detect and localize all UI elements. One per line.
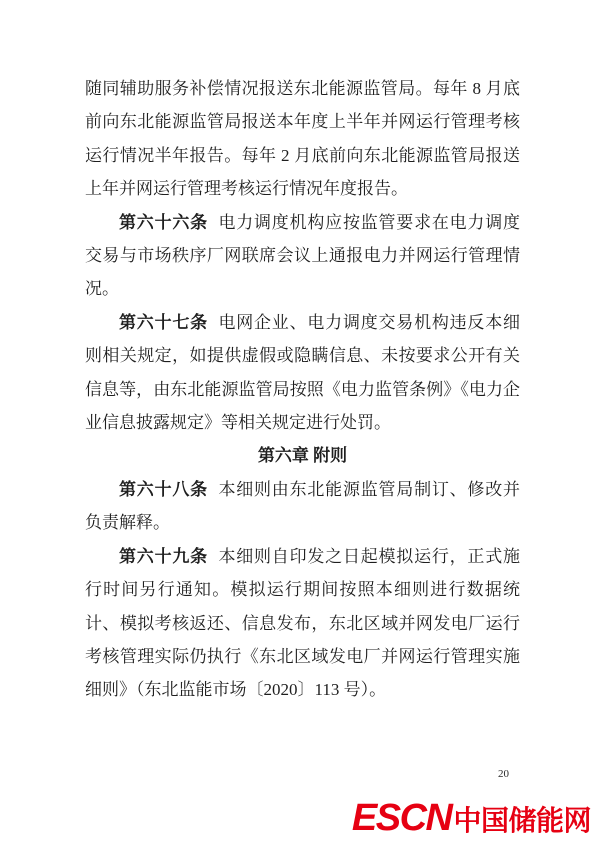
continuation-paragraph: 随同辅助服务补偿情况报送东北能源监管局。每年 8 月底前向东北能源监管局报送本年度上半年并网运行管理考核运行情况半年报告。每年 2 月底前向东北能源监管局报送上年并网运行管理考核运行情况年度报告。 <box>85 79 520 199</box>
article-67-body: 电网企业、电力调度交易机构违反本细则相关规定，如提供虚假或隐瞒信息、未按要求公开有关信息等，由东北能源监管局按照《电力监管条例》《电力企业信息披露规定》等相关规定进行处罚。 <box>85 312 520 433</box>
article-66-body: 电力调度机构应按监管要求在电力调度交易与市场秩序厂网联席会议上通报电力并网运行管理情况。 <box>85 212 520 299</box>
chapter-heading: 第六章 附则 <box>257 446 348 466</box>
article-66-paragraph <box>85 206 520 306</box>
article-68-number: 第六十八条 <box>119 479 208 499</box>
escn-logo <box>352 799 591 837</box>
document-page-body <box>85 72 520 707</box>
article-69-paragraph <box>85 540 520 707</box>
article-68-body: 本细则由东北能源监管局制订、修改并负责解释。 <box>85 479 520 533</box>
article-66-number: 第六十六条 <box>119 212 208 232</box>
escn-logo-cjk-text: 中国储能网 <box>453 805 591 836</box>
article-67-number: 第六十七条 <box>119 312 208 332</box>
article-67-paragraph <box>85 306 520 440</box>
article-69-body: 本细则自印发之日起模拟运行，正式施行时间另行通知。模拟运行期间按照本细则进行数据统计、模拟考核返还、信息发布，东北区域并网发电厂运行考核管理实际仍执行《东北区域发电厂并网运行管理实施细则》（东北监能市场〔2020〕113 号）。 <box>85 546 520 700</box>
escn-logo-latin-text: ESCN <box>351 797 452 839</box>
article-68-paragraph <box>85 473 520 540</box>
page-number: 20 <box>498 768 509 780</box>
article-69-number: 第六十九条 <box>119 546 208 566</box>
